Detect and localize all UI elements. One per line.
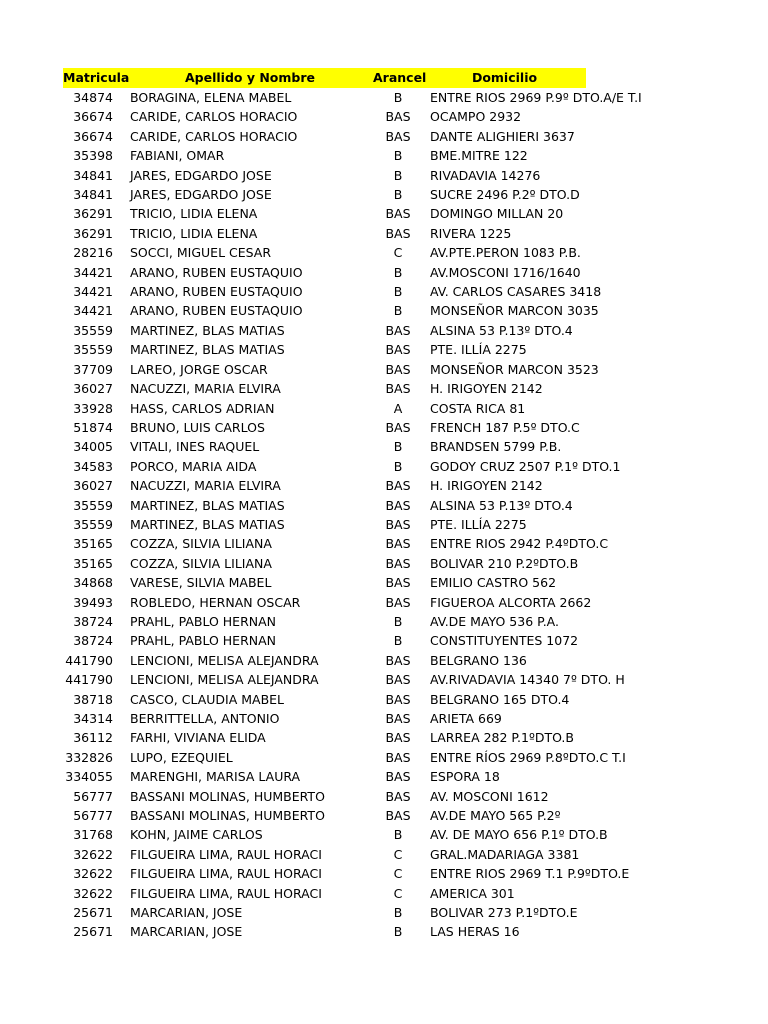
table-row [63,884,586,903]
cell-matricula[interactable]: 34841 [73,187,113,203]
cell-domicilio[interactable]: AV. DE MAYO 656 P.1º DTO.B [430,827,608,843]
cell-nombre[interactable]: MARENGHI, MARISA LAURA [130,769,301,785]
cell-matricula[interactable]: 32622 [73,846,113,862]
cell-nombre[interactable]: CASCO, CLAUDIA MABEL [130,691,285,707]
cell-nombre[interactable]: MARTINEZ, BLAS MATIAS [130,516,285,532]
cell-arancel[interactable]: BAS [385,788,411,804]
cell-matricula[interactable]: 56777 [73,808,113,824]
cell-matricula[interactable]: 36674 [73,109,113,125]
table-row [63,321,586,340]
cell-arancel[interactable]: BAS [385,497,411,513]
cell-domicilio[interactable]: ENTRE RIOS 2942 P.4ºDTO.C [430,536,609,552]
cell-arancel[interactable]: B [393,458,403,474]
cell-domicilio[interactable]: COSTA RICA 81 [430,400,526,416]
table-row [63,399,586,418]
cell-nombre[interactable]: TRICIO, LIDIA ELENA [130,225,258,241]
table-row [63,534,586,553]
cell-arancel[interactable]: B [393,613,403,629]
cell-matricula[interactable]: 35165 [73,536,113,552]
cell-matricula[interactable]: 33928 [73,400,113,416]
cell-nombre[interactable]: ARANO, RUBEN EUSTAQUIO [130,264,303,280]
cell-arancel[interactable]: B [393,284,403,300]
cell-domicilio[interactable]: AV.RIVADAVIA 14340 7º DTO. H [430,672,625,688]
cell-matricula[interactable]: 36027 [73,478,113,494]
table-row [63,301,586,320]
cell-arancel[interactable]: BAS [385,808,411,824]
cell-domicilio[interactable]: H. IRIGOYEN 2142 [430,381,543,397]
cell-nombre[interactable]: ARANO, RUBEN EUSTAQUIO [130,303,303,319]
cell-matricula[interactable]: 35559 [73,342,113,358]
table-row [63,418,586,437]
cell-matricula[interactable]: 35559 [73,516,113,532]
cell-nombre[interactable]: VITALI, INES RAQUEL [130,439,260,455]
cell-domicilio[interactable]: ENTRE RIOS 2969 T.1 P.9ºDTO.E [430,866,630,882]
table-row [63,88,586,107]
cell-matricula[interactable]: 38724 [73,613,113,629]
cell-domicilio[interactable]: CONSTITUYENTES 1072 [430,633,579,649]
cell-domicilio[interactable]: ALSINA 53 P.13º DTO.4 [430,322,573,338]
cell-domicilio[interactable]: LAS HERAS 16 [430,924,520,940]
table-row [63,476,586,495]
cell-arancel[interactable]: B [393,924,403,940]
cell-matricula[interactable]: 28216 [73,245,113,261]
table-row [63,437,586,456]
cell-nombre[interactable]: MARCARIAN, JOSE [130,905,243,921]
cell-matricula[interactable]: 38718 [73,691,113,707]
cell-arancel[interactable]: BAS [385,672,411,688]
cell-nombre[interactable]: BORAGINA, ELENA MABEL [130,90,292,105]
cell-matricula[interactable]: 36291 [73,206,113,222]
cell-nombre[interactable]: BASSANI MOLINAS, HUMBERTO [130,788,325,804]
table-row [63,709,586,728]
cell-nombre[interactable]: PRAHL, PABLO HERNAN [130,613,277,629]
cell-arancel[interactable]: BAS [385,342,411,358]
cell-matricula[interactable]: 36291 [73,225,113,241]
cell-domicilio[interactable]: EMILIO CASTRO 562 [430,575,557,591]
cell-arancel[interactable]: B [393,148,403,164]
cell-matricula[interactable]: 332826 [65,749,113,765]
table-row [63,224,586,243]
cell-domicilio[interactable]: AV.PTE.PERON 1083 P.B. [430,245,581,261]
cell-nombre[interactable]: NACUZZI, MARIA ELVIRA [130,381,281,397]
cell-domicilio[interactable]: AV. MOSCONI 1612 [430,788,549,804]
cell-matricula[interactable]: 25671 [73,905,113,921]
header-arancel[interactable]: Arancel [373,70,427,85]
cell-matricula[interactable]: 51874 [73,419,113,435]
table-row [63,748,586,767]
cell-matricula[interactable]: 34421 [73,284,113,300]
cell-arancel[interactable]: BAS [385,730,411,746]
cell-nombre[interactable]: FILGUEIRA LIMA, RAUL HORACI [130,885,322,901]
cell-domicilio[interactable]: ALSINA 53 P.13º DTO.4 [430,497,573,513]
table-row [63,593,586,612]
cell-domicilio[interactable]: ARIETA 669 [430,711,502,726]
cell-nombre[interactable]: PRAHL, PABLO HERNAN [130,633,277,649]
cell-nombre[interactable]: HASS, CARLOS ADRIAN [130,400,275,416]
cell-nombre[interactable]: MARCARIAN, JOSE [130,924,243,940]
cell-arancel[interactable]: B [393,905,403,921]
cell-nombre[interactable]: MARTINEZ, BLAS MATIAS [130,342,285,358]
cell-arancel[interactable]: BAS [385,769,411,785]
header-domicilio[interactable]: Domicilio [471,70,538,85]
table-row [63,690,586,709]
cell-matricula[interactable]: 34421 [73,264,113,280]
cell-arancel[interactable]: C [393,866,403,882]
cell-arancel[interactable]: BAS [385,749,411,765]
cell-matricula[interactable]: 31768 [73,827,113,843]
cell-arancel[interactable]: A [393,400,403,416]
cell-nombre[interactable]: KOHN, JAIME CARLOS [130,827,263,843]
table-row [63,340,586,359]
header-row [63,68,586,88]
cell-domicilio[interactable]: MONSEÑOR MARCON 3035 [430,303,599,319]
table-row [63,806,586,825]
cell-arancel[interactable]: BAS [385,478,411,494]
cell-nombre[interactable]: BERRITTELLA, ANTONIO [130,711,280,726]
cell-arancel[interactable]: BAS [385,555,411,571]
cell-domicilio[interactable]: PTE. ILLÍA 2275 [430,516,527,532]
table-row [63,360,586,379]
cell-domicilio[interactable]: BOLIVAR 273 P.1ºDTO.E [430,905,578,921]
cell-matricula[interactable]: 32622 [73,885,113,901]
cell-domicilio[interactable]: FIGUEROA ALCORTA 2662 [430,594,592,610]
cell-domicilio[interactable]: PTE. ILLÍA 2275 [430,342,527,358]
cell-matricula[interactable]: 37709 [73,361,113,377]
cell-domicilio[interactable]: AV.MOSCONI 1716/1640 [430,264,581,280]
cell-nombre[interactable]: FARHI, VIVIANA ELIDA [130,730,266,746]
table-row [63,864,586,883]
table-row [63,651,586,670]
cell-matricula[interactable]: 36112 [73,730,113,746]
cell-matricula[interactable]: 441790 [65,652,113,668]
table-row [63,612,586,631]
cell-domicilio[interactable]: DOMINGO MILLAN 20 [430,206,564,222]
cell-arancel[interactable]: B [393,303,403,319]
cell-arancel[interactable]: C [393,846,403,862]
cell-nombre[interactable]: NACUZZI, MARIA ELVIRA [130,478,281,494]
cell-arancel[interactable]: BAS [385,536,411,552]
cell-nombre[interactable]: MARTINEZ, BLAS MATIAS [130,322,285,338]
cell-arancel[interactable]: BAS [385,652,411,668]
cell-matricula[interactable]: 36027 [73,381,113,397]
cell-matricula[interactable]: 35559 [73,322,113,338]
cell-nombre[interactable]: SOCCI, MIGUEL CESAR [130,245,272,261]
cell-arancel[interactable]: C [393,245,403,261]
cell-arancel[interactable]: BAS [385,128,411,144]
cell-domicilio[interactable]: LARREA 282 P.1ºDTO.B [430,730,574,746]
cell-arancel[interactable]: B [393,633,403,649]
cell-arancel[interactable]: C [393,885,403,901]
cell-matricula[interactable]: 56777 [73,788,113,804]
cell-matricula[interactable]: 35165 [73,555,113,571]
cell-nombre[interactable]: CARIDE, CARLOS HORACIO [130,109,298,125]
table-row [63,127,586,146]
cell-nombre[interactable]: ARANO, RUBEN EUSTAQUIO [130,284,303,300]
table-row [63,903,586,922]
cell-domicilio[interactable]: MONSEÑOR MARCON 3523 [430,361,599,377]
cell-domicilio[interactable]: BME.MITRE 122 [430,148,528,164]
cell-nombre[interactable]: VARESE, SILVIA MABEL [130,575,272,591]
cell-arancel[interactable]: BAS [385,361,411,377]
cell-domicilio[interactable]: AMERICA 301 [430,885,515,901]
cell-matricula[interactable]: 32622 [73,866,113,882]
cell-matricula[interactable]: 35398 [73,148,113,164]
cell-matricula[interactable]: 34005 [73,439,113,455]
cell-arancel[interactable]: BAS [385,594,411,610]
cell-matricula[interactable]: 38724 [73,633,113,649]
table-row [63,845,586,864]
table-row [63,204,586,223]
table-row [63,496,586,515]
cell-matricula[interactable]: 34874 [73,90,113,105]
cell-arancel[interactable]: BAS [385,206,411,222]
table-row [63,379,586,398]
header-matricula[interactable]: Matricula [63,70,130,85]
cell-domicilio[interactable]: AV.DE MAYO 565 P.2º [430,808,561,824]
cell-arancel[interactable]: B [393,167,403,183]
table-row [63,282,586,301]
cell-arancel[interactable]: BAS [385,419,411,435]
cell-matricula[interactable]: 34421 [73,303,113,319]
spreadsheet [63,68,642,942]
cell-matricula[interactable]: 334055 [65,769,113,785]
cell-nombre[interactable]: LUPO, EZEQUIEL [130,749,233,765]
table-row [63,728,586,747]
table-row [63,554,586,573]
cell-domicilio[interactable]: ENTRE RIOS 2969 P.9º DTO.A/E T.I [430,90,642,105]
cell-nombre[interactable]: JARES, EDGARDO JOSE [130,167,272,183]
table-row [63,185,586,204]
table-row [63,457,586,476]
cell-nombre[interactable]: LENCIONI, MELISA ALEJANDRA [130,652,319,668]
cell-matricula[interactable]: 35559 [73,497,113,513]
cell-nombre[interactable]: LENCIONI, MELISA ALEJANDRA [130,672,319,688]
cell-domicilio[interactable]: H. IRIGOYEN 2142 [430,478,543,494]
table-row [63,825,586,844]
cell-arancel[interactable]: BAS [385,322,411,338]
cell-matricula[interactable]: 441790 [65,672,113,688]
cell-arancel[interactable]: B [393,827,403,843]
cell-arancel[interactable]: BAS [385,711,411,726]
cell-domicilio[interactable]: FRENCH 187 P.5º DTO.C [430,419,580,435]
table-row [63,166,586,185]
table-row [63,922,586,941]
cell-matricula[interactable]: 36674 [73,128,113,144]
cell-arancel[interactable]: B [393,439,403,455]
cell-domicilio[interactable]: AV. CARLOS CASARES 3418 [430,284,602,300]
cell-domicilio[interactable]: AV.DE MAYO 536 P.A. [430,613,559,629]
cell-matricula[interactable]: 39493 [73,594,113,610]
cell-matricula[interactable]: 34583 [73,458,113,474]
cell-arancel[interactable]: BAS [385,516,411,532]
cell-matricula[interactable]: 34841 [73,167,113,183]
cell-nombre[interactable]: JARES, EDGARDO JOSE [130,187,272,203]
cell-nombre[interactable]: BASSANI MOLINAS, HUMBERTO [130,808,325,824]
cell-nombre[interactable]: FILGUEIRA LIMA, RAUL HORACI [130,866,322,882]
header-nombre[interactable]: Apellido y Nombre [184,70,315,85]
table-row [63,767,586,786]
cell-domicilio[interactable]: DANTE ALIGHIERI 3637 [430,128,575,144]
table-header [63,68,586,88]
cell-matricula[interactable]: 25671 [73,924,113,940]
table-row [63,631,586,650]
data-table [63,68,642,942]
cell-domicilio[interactable]: SUCRE 2496 P.2º DTO.D [430,187,580,203]
cell-matricula[interactable]: 34868 [73,575,113,591]
cell-nombre[interactable]: TRICIO, LIDIA ELENA [130,206,258,222]
cell-arancel[interactable]: B [393,187,403,203]
cell-domicilio[interactable]: BRANDSEN 5799 P.B. [430,439,562,455]
cell-nombre[interactable]: COZZA, SILVIA LILIANA [130,555,272,571]
cell-matricula[interactable]: 34314 [73,711,113,726]
cell-nombre[interactable]: FILGUEIRA LIMA, RAUL HORACI [130,846,322,862]
cell-domicilio[interactable]: BELGRANO 165 DTO.4 [430,691,570,707]
cell-arancel[interactable]: BAS [385,381,411,397]
cell-domicilio[interactable]: ENTRE RÍOS 2969 P.8ºDTO.C T.I [430,749,626,765]
table-row [63,515,586,534]
cell-domicilio[interactable]: BOLIVAR 210 P.2ºDTO.B [430,555,579,571]
table-row [63,573,586,592]
cell-nombre[interactable]: PORCO, MARIA AIDA [130,458,257,474]
cell-nombre[interactable]: LAREO, JORGE OSCAR [130,361,268,377]
table-row [63,146,586,165]
cell-domicilio[interactable]: OCAMPO 2932 [430,109,522,125]
table-row [63,787,586,806]
cell-domicilio[interactable]: RIVADAVIA 14276 [430,167,541,183]
cell-domicilio[interactable]: BELGRANO 136 [430,652,527,668]
cell-arancel[interactable]: BAS [385,575,411,591]
cell-arancel[interactable]: BAS [385,109,411,125]
table-row [63,107,586,126]
cell-nombre[interactable]: COZZA, SILVIA LILIANA [130,536,272,552]
table-row [63,670,586,689]
cell-domicilio[interactable]: GODOY CRUZ 2507 P.1º DTO.1 [430,458,621,474]
cell-nombre[interactable]: BRUNO, LUIS CARLOS [130,419,265,435]
table-row [63,243,586,262]
cell-arancel[interactable]: BAS [385,691,411,707]
cell-domicilio[interactable]: ESPORA 18 [430,769,500,785]
cell-nombre[interactable]: MARTINEZ, BLAS MATIAS [130,497,285,513]
table-body [63,88,642,942]
table-row [63,263,586,282]
cell-nombre[interactable]: FABIANI, OMAR [130,148,225,164]
cell-domicilio[interactable]: GRAL.MADARIAGA 3381 [430,846,580,862]
cell-arancel[interactable]: B [393,264,403,280]
cell-domicilio[interactable]: RIVERA 1225 [430,225,512,241]
cell-nombre[interactable]: ROBLEDO, HERNAN OSCAR [130,594,301,610]
cell-nombre[interactable]: CARIDE, CARLOS HORACIO [130,128,298,144]
cell-arancel[interactable]: BAS [385,225,411,241]
cell-arancel[interactable]: B [393,90,403,105]
